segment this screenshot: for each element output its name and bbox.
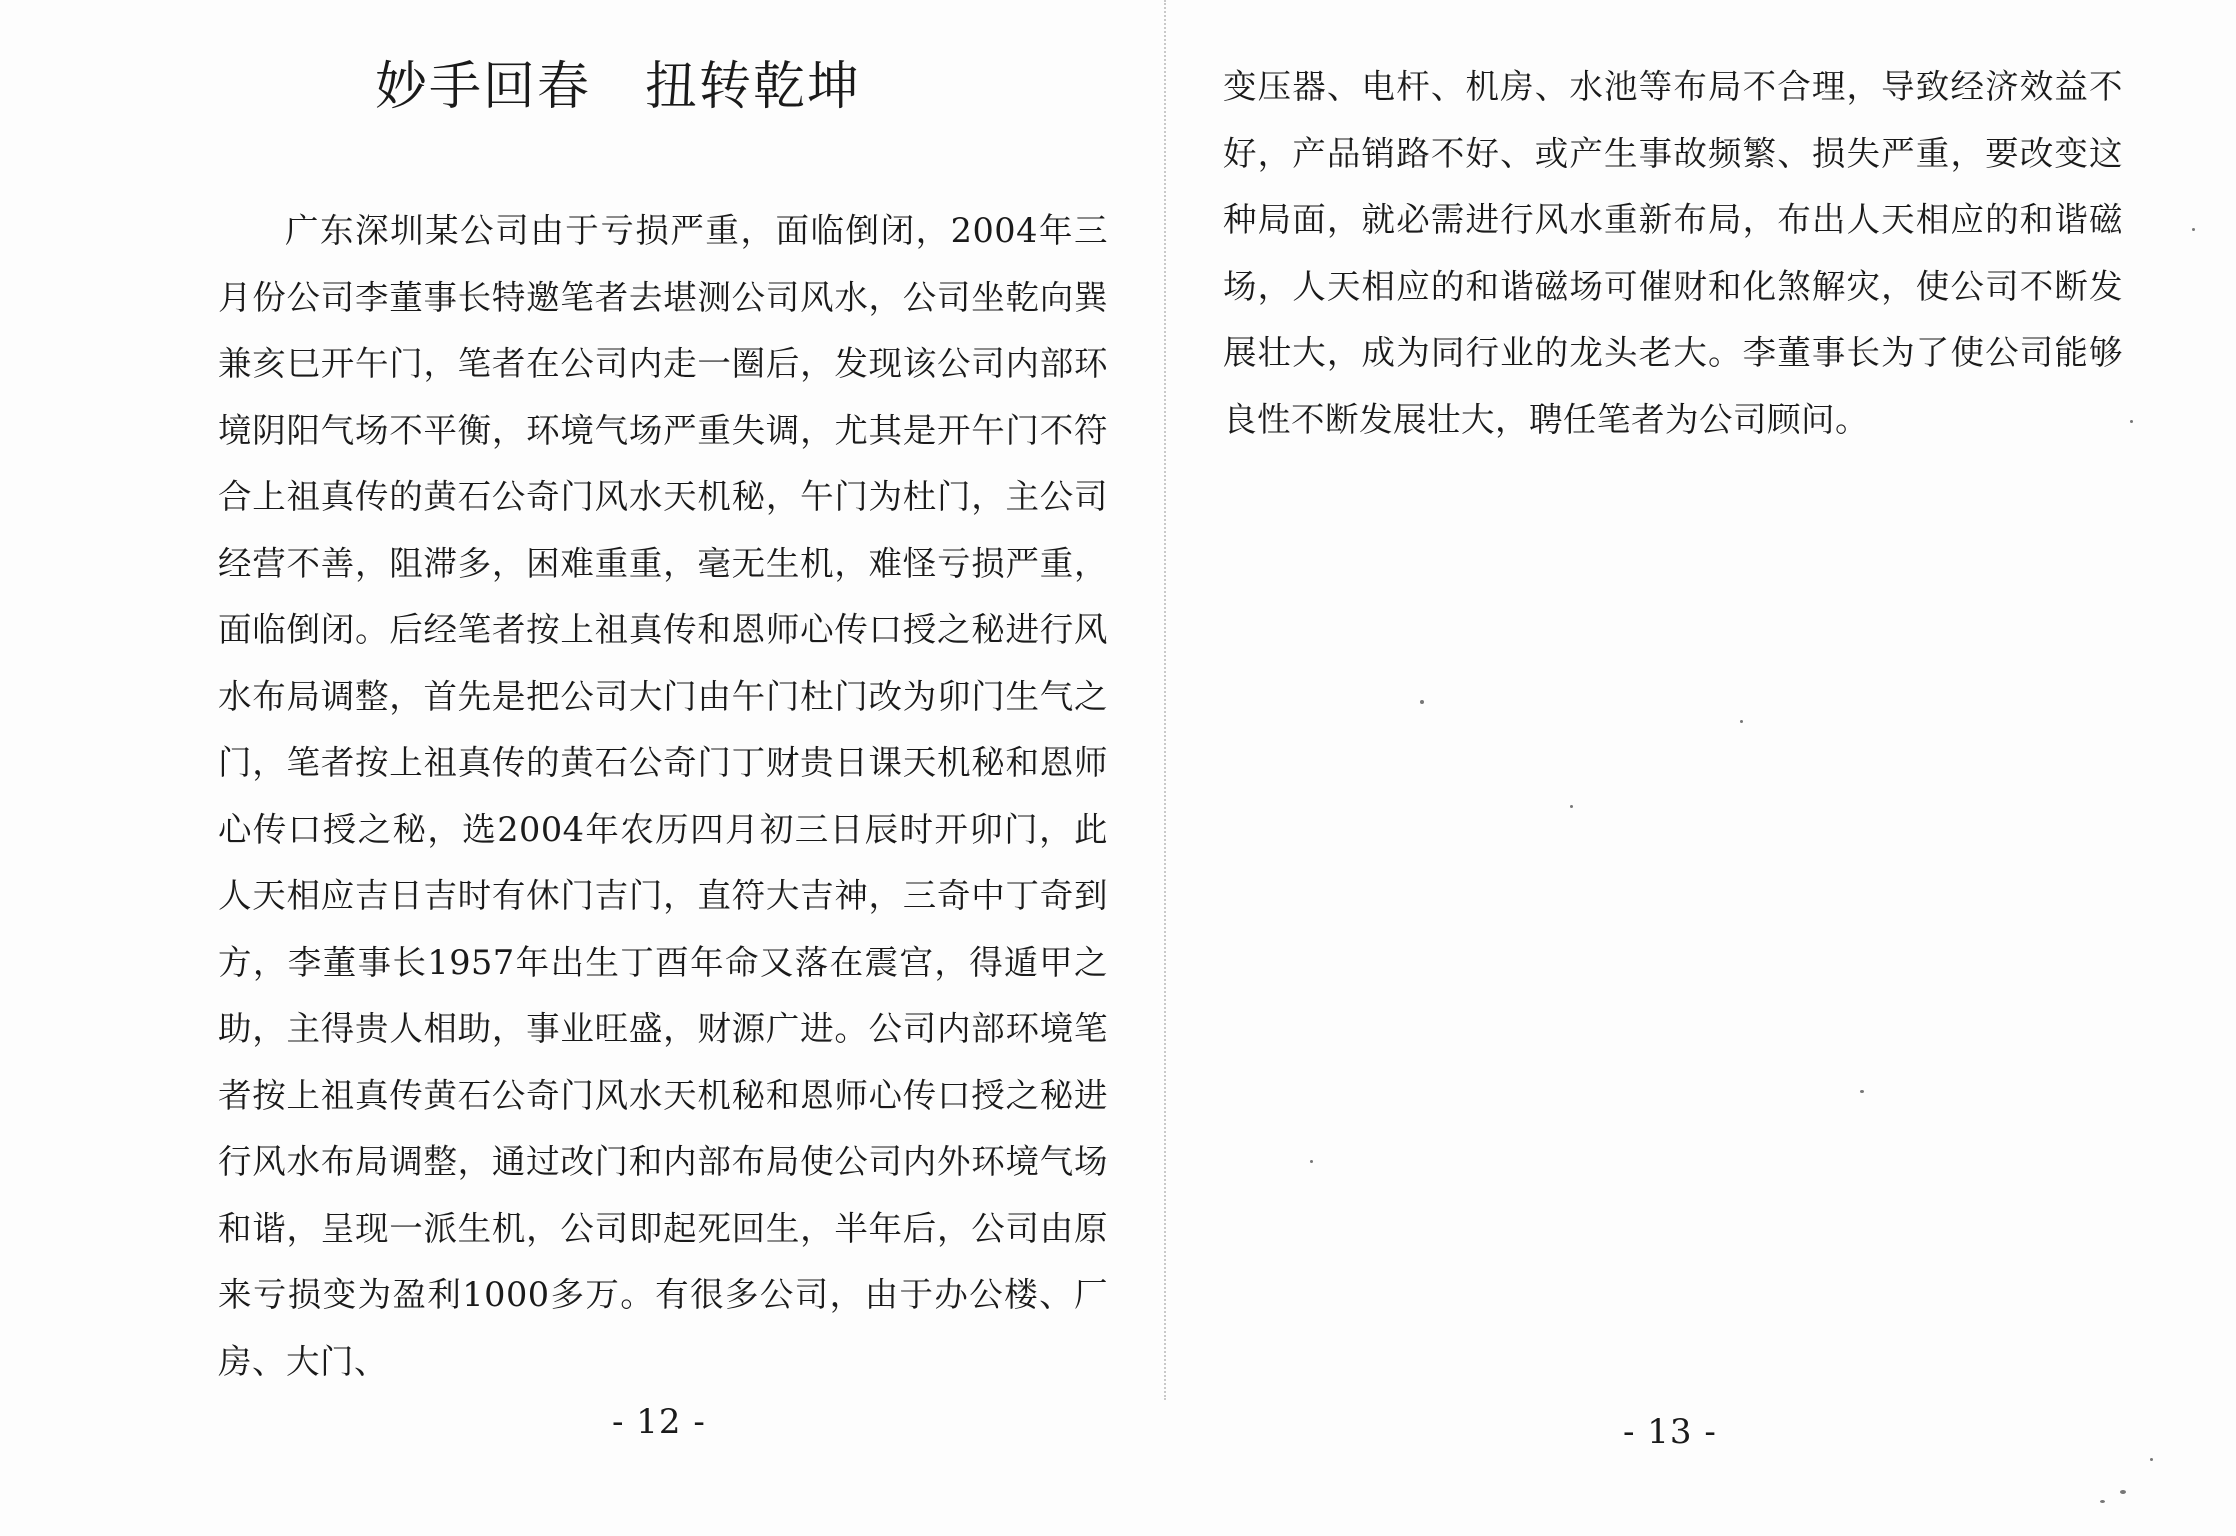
right-paragraph: 变压器、电杆、机房、水池等布局不合理，导致经济效益不好，产品销路不好、或产生事故频繁、损失严重，要改变这种局面，就必需进行风水重新布局，布出人天相应的和谐磁场，人天相应的和谐磁场可催财和化煞解灾，使公司不断发展壮大，成为同行业的龙头老大。李董事长为了使公司能够良性不断发展壮大，聘任笔者为公司顾问。 [1223, 67, 2123, 439]
scan-speck [1570, 805, 1573, 808]
scan-speck [2192, 228, 2195, 231]
chapter-title: 妙手回春 扭转乾坤 [375, 57, 862, 117]
scan-speck [1310, 1160, 1313, 1163]
scan-speck [1420, 700, 1424, 704]
scan-speck [2130, 420, 2133, 423]
scan-speck [1860, 1090, 1864, 1093]
scan-speck [1740, 720, 1743, 723]
left-paragraph: 广东深圳某公司由于亏损严重，面临倒闭，2004年三月份公司李董事长特邀笔者去堪测公司风水，公司坐乾向巽兼亥巳开午门，笔者在公司内走一圈后，发现该公司内部环境阴阳气场不平衡，环境气场严重失调，尤其是开午门不符合上祖真传的黄石公奇门风水天机秘，午门为杜门，主公司经营不善，阻滞多，困难重重，毫无生机，难怪亏损严重，面临倒闭。后经笔者按上祖真传和恩师心传口授之秘进行风水布局调整，首先是把公司大门由午门杜门改为卯门生气之门，笔者按上祖真传的黄石公奇门丁财贵日课天机秘和恩师心传口授之秘，选2004年农历四月初三日辰时开卯门，此人天相应吉日吉时有休门吉门，直符大吉神，三奇中丁奇到方，李董事长1957年出生丁酉年命又落在震宫，得遁甲之助，主得贵人相助，事业旺盛，财源广进。公司内部环境笔者按上祖真传黄石公奇门风水天机秘和恩师心传口授之秘进行风水布局调整，通过改门和内部布局使公司内外环境气场和谐，呈现一派生机，公司即起死回生，半年后，公司由原来亏损变为盈利1000多万。有很多公司，由于办公楼、厂房、大门、 [218, 211, 1108, 1381]
page-number-right: - 13 - [1623, 1412, 1717, 1452]
scan-speck [2150, 1458, 2153, 1461]
left-body [218, 198, 1108, 1395]
right-page [1166, 0, 2236, 1536]
scan-speck [2100, 1500, 2105, 1503]
scan-speck [2120, 1490, 2126, 1494]
page-number-left: - 12 - [612, 1402, 706, 1442]
right-body [1223, 54, 2123, 453]
